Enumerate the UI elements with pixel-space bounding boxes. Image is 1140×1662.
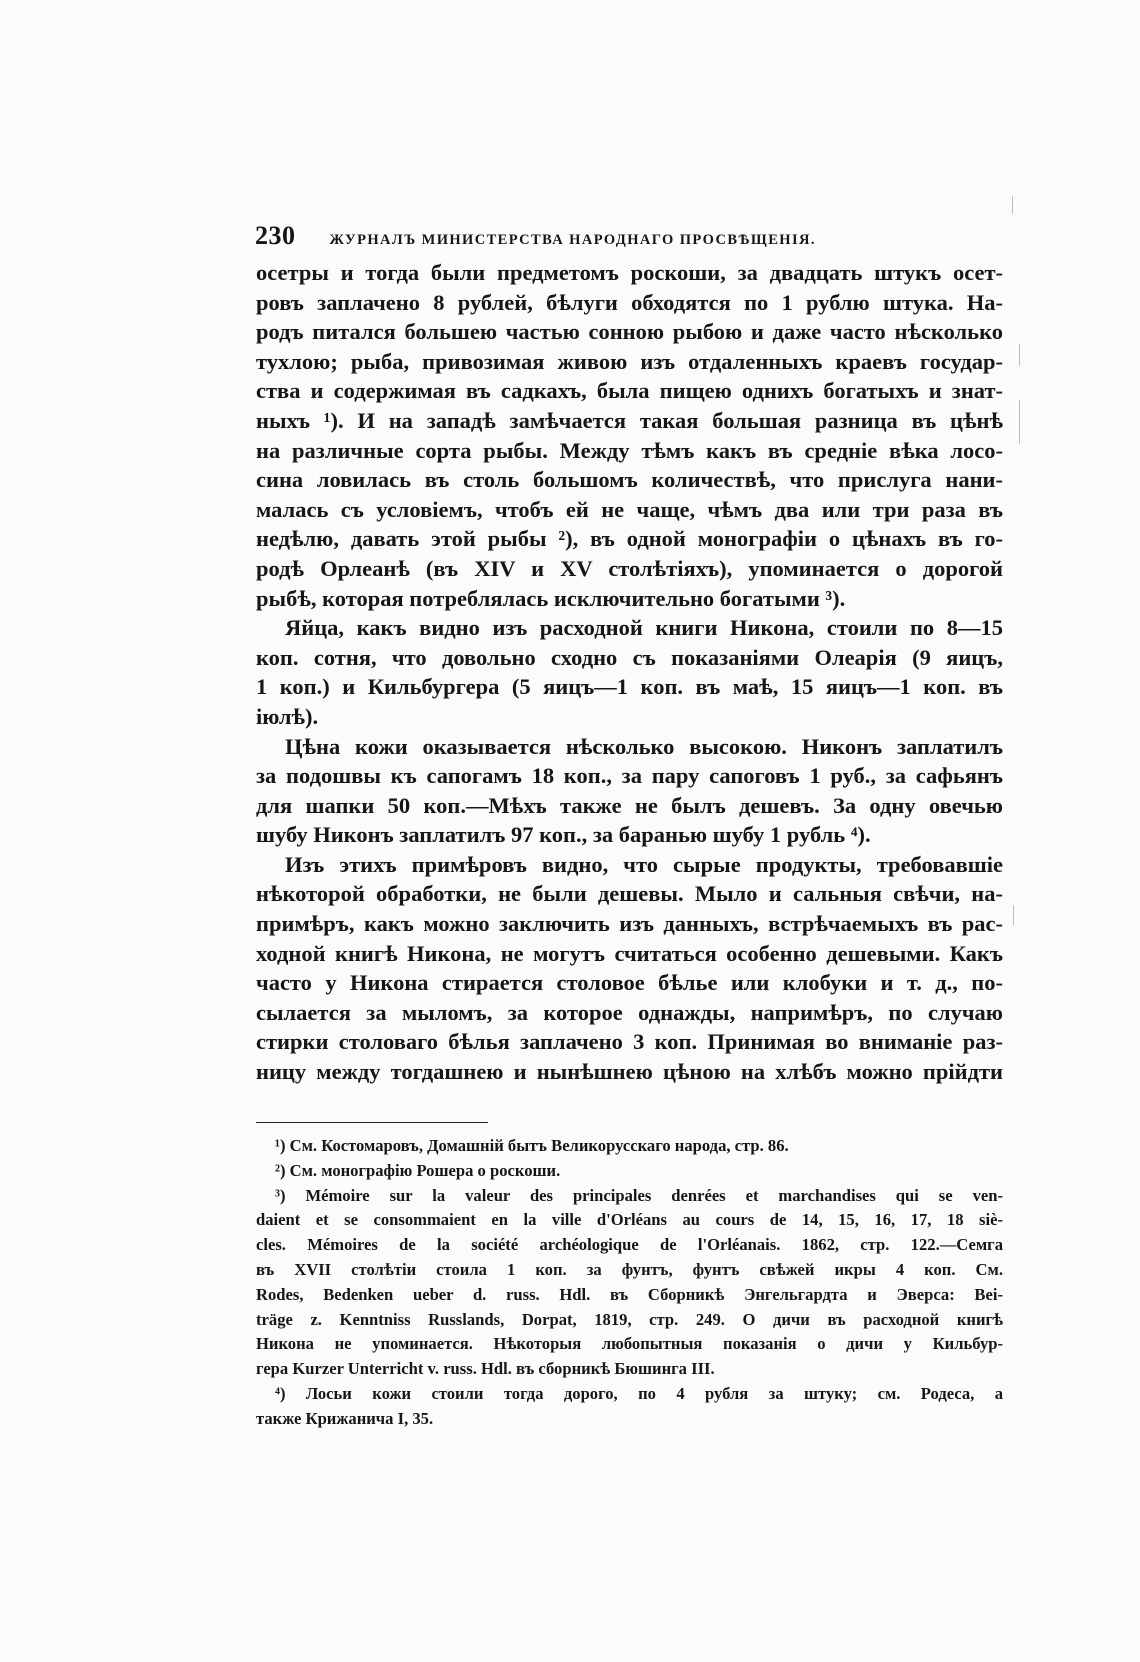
text-line: шубу Никонъ заплатилъ 97 коп., за баранью шубу 1 рубль ⁴). [256, 822, 871, 848]
text-line: сылается за мыломъ, за которое однажды, напримѣръ, по случаю [256, 999, 1003, 1025]
text-line: ровъ заплачено 8 рублей, бѣлуги обходятся по 1 рублю штука. На- [256, 289, 1003, 315]
text-line: родъ питался большею частью сонною рыбою и даже часто нѣсколько [256, 319, 1003, 345]
text-line: на различные сорта рыбы. Между тѣмъ какъ въ средніе вѣка лосо- [256, 437, 1003, 463]
text-line: тухлою; рыба, привозимая живою изъ отдаленныхъ краевъ государ- [256, 348, 1003, 374]
text-line: ницу между тогдашнею и нынѣшнею цѣною на хлѣбъ можно прійдти [256, 1059, 1003, 1085]
text-line: для шапки 50 коп.—Мѣхъ также не былъ дешевъ. За одну овечью [256, 792, 1003, 818]
paragraph-start-line: Изъ этихъ примѣровъ видно, что сырые продукты, требовавшіе [285, 851, 1003, 877]
text-line: сина ловилась въ столь большомъ количествѣ, что прислуга нани- [256, 467, 1003, 493]
scan-artifact [1012, 196, 1013, 214]
page-header [255, 221, 905, 251]
paragraph-start-line: Цѣна кожи оказывается нѣсколько высокою. Никонъ заплатилъ [285, 733, 1003, 759]
scan-artifact [1013, 905, 1014, 925]
text-line: часто у Никона стирается столовое бѣлье или клобуки и т. д., по- [256, 970, 1003, 996]
footnote-line: daient et se consommaient en la ville d'Orléans au cours de 14, 15, 16, 17, 18 siè- [256, 1210, 1003, 1230]
text-line: стирки столоваго бѣлья заплачено 3 коп. Принимая во вниманіе раз- [256, 1029, 1003, 1055]
footnote-line: träge z. Kenntniss Russlands, Dorpat, 1819, стр. 249. О дичи въ расходной книгѣ [256, 1309, 1003, 1329]
text-line: ходной книгѣ Никона, не могутъ считаться особенно дешевыми. Какъ [256, 940, 1003, 966]
text-line: за подошвы къ сапогамъ 18 коп., за пару сапоговъ 1 руб., за сафьянъ [256, 763, 1003, 789]
footnote-line: ⁴) Лосьи кожи стоили тогда дорого, по 4 рубля за штуку; см. Родеса, а [275, 1383, 1003, 1403]
text-line: малась съ условіемъ, чтобъ ей не чаще, чѣмъ два или три раза въ [256, 496, 1003, 522]
footnote-line: гера Kurzer Unterricht v. russ. Hdl. въ сборникѣ Бюшинга III. [256, 1359, 715, 1379]
footnote-line: cles. Mémoires de la société archéologique de l'Orléanais. 1862, стр. 122.—Семга [256, 1235, 1003, 1255]
scan-artifact [1019, 344, 1020, 366]
text-line: примѣръ, какъ можно заключить изъ данныхъ, встрѣчаемыхъ въ рас- [256, 911, 1003, 937]
text-line: рыбѣ, которая потреблялась исключительно богатыми ³). [256, 585, 846, 611]
text-line: іюлѣ). [256, 703, 319, 729]
text-line: осетры и тогда были предметомъ роскоши, за двадцать штукъ осет- [256, 260, 1003, 285]
running-title: ЖУРНАЛЪ МИНИСТЕРСТВА НАРОДНАГО ПРОСВѢЩЕНІЯ. [329, 232, 816, 248]
text-line: коп. сотня, что довольно сходно съ показаніями Олеарія (9 яицъ, [256, 644, 1003, 670]
footnote-line: ¹) См. Костомаровъ, Домашній бытъ Великорусскаго народа, стр. 86. [275, 1136, 789, 1155]
footnote-line: ²) См. монографію Рошера о роскоши. [275, 1160, 561, 1180]
footnote-line: Никона не упоминается. Нѣкоторыя любопытныя показанія о дичи у Кильбур- [256, 1334, 1003, 1354]
paragraph-start-line: Яйца, какъ видно изъ расходной книги Никона, стоили по 8—15 [285, 615, 1003, 641]
footnote-line: Rodes, Bedenken ueber d. russ. Hdl. въ Сборникѣ Энгельгардта и Эверса: Bei- [256, 1284, 1003, 1304]
footnotes [256, 1134, 1003, 1432]
footnote-line: ³) Mémoire sur la valeur des principales denrées et marchandises qui se ven- [275, 1185, 1003, 1205]
body-text [256, 258, 1003, 1087]
text-line: недѣлю, давать этой рыбы ²), въ одной монографіи о цѣнахъ въ го- [256, 526, 1003, 552]
text-line: нѣкоторой обработки, не были дешевы. Мыло и сальныя свѣчи, на- [256, 881, 1003, 907]
text-line: ныхъ ¹). И на западѣ замѣчается такая большая разница въ цѣнѣ [256, 407, 1003, 433]
footnote-line: также Крижанича I, 35. [256, 1408, 434, 1428]
text-line: ства и содержимая въ садкахъ, была пищею однихъ богатыхъ и знат- [256, 378, 1003, 404]
text-line: 1 коп.) и Кильбургера (5 яицъ—1 коп. въ маѣ, 15 яицъ—1 коп. въ [256, 674, 1003, 700]
page-number: 230 [255, 221, 296, 250]
footnote-separator [256, 1122, 488, 1123]
footnote-line: въ XVII столѣтіи стоила 1 коп. за фунтъ, фунтъ свѣжей икры 4 коп. См. [256, 1259, 1003, 1279]
text-line: родѣ Орлеанѣ (въ XIV и XV столѣтіяхъ), упоминается о дорогой [256, 555, 1003, 581]
scan-artifact [1019, 400, 1020, 444]
